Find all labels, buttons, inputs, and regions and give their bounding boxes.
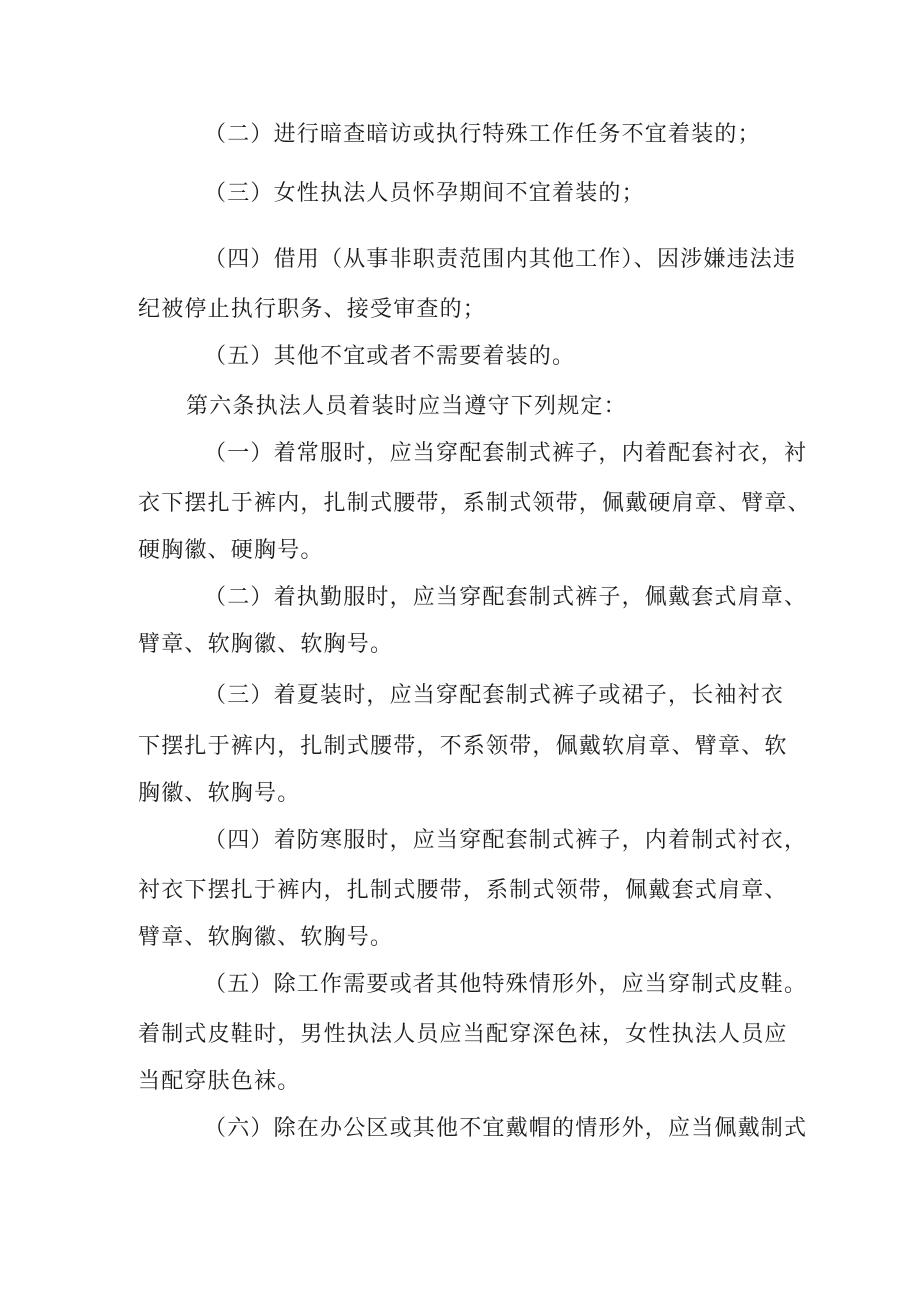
clause-5-line: （五）其他不宜或者不需要着装的。 <box>204 344 576 369</box>
article-6-item-4-line-3: 臂章、软胸徽、软胸号。 <box>138 925 394 950</box>
article-6-item-1-line-3: 硬胸徽、硬胸号。 <box>138 538 324 563</box>
article-6-item-5-line-3: 当配穿肤色袜。 <box>138 1069 301 1094</box>
article-6-item-5-line-2: 着制式皮鞋时，男性执法人员应当配穿深色袜，女性执法人员应 <box>138 1022 788 1047</box>
article-6-item-3-line-2: 下摆扎于裤内，扎制式腰带，不系领带，佩戴软肩章、臂章、软 <box>138 734 788 759</box>
article-6-item-2-line-2: 臂章、软胸徽、软胸号。 <box>138 632 394 657</box>
clause-2-line: （二）进行暗查暗访或执行特殊工作任务不宜着装的； <box>204 122 761 147</box>
clause-3-line: （三）女性执法人员怀孕期间不宜着装的； <box>204 181 645 206</box>
article-6-item-2-line-1: （二）着执勤服时，应当穿配套制式裤子，佩戴套式肩章、 <box>204 585 808 610</box>
article-6-heading: 第六条执法人员着装时应当遵守下列规定： <box>186 394 627 419</box>
article-6-item-1-line-2: 衣下摆扎于裤内，扎制式腰带，系制式领带，佩戴硬肩章、臂章、 <box>138 491 811 516</box>
clause-4-line-1: （四）借用（从事非职责范围内其他工作）、因涉嫌违法违 <box>204 247 797 272</box>
article-6-item-4-line-2: 衬衣下摆扎于裤内，扎制式腰带，系制式领带，佩戴套式肩章、 <box>138 878 788 903</box>
clause-4-line-2: 纪被停止执行职务、接受审查的； <box>138 297 487 322</box>
article-6-item-1-line-1: （一）着常服时，应当穿配套制式裤子，内着配套衬衣，衬 <box>204 441 808 466</box>
article-6-item-5-line-1: （五）除工作需要或者其他特殊情形外，应当穿制式皮鞋。 <box>204 972 808 997</box>
article-6-item-4-line-1: （四）着防寒服时，应当穿配套制式裤子，内着制式衬衣， <box>204 828 808 853</box>
article-6-item-3-line-3: 胸徽、软胸号。 <box>138 781 301 806</box>
article-6-item-3-line-1: （三）着夏装时，应当穿配套制式裤子或裙子，长袖衬衣 <box>204 683 785 708</box>
article-6-item-6-line-1: （六）除在办公区或其他不宜戴帽的情形外，应当佩戴制式 <box>204 1116 808 1141</box>
